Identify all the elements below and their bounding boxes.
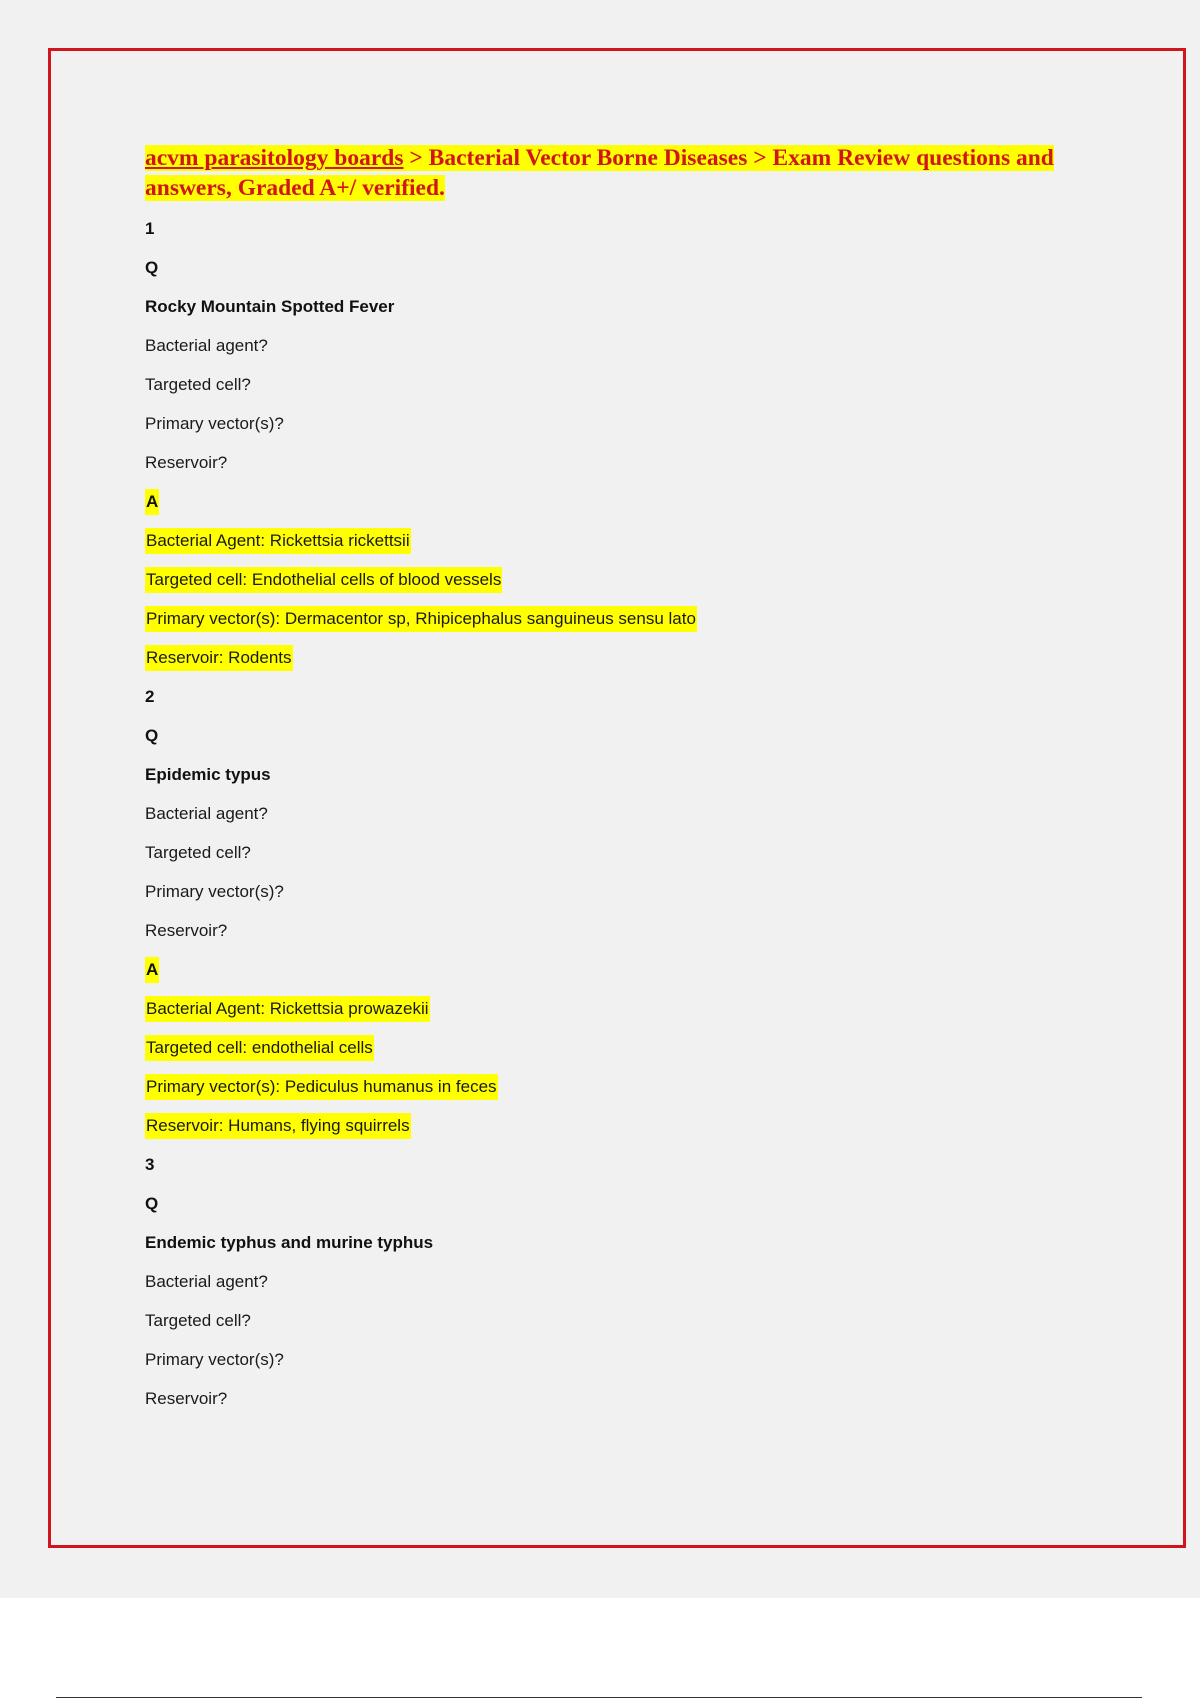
question-title: Epidemic typus [145,765,271,784]
answer-line: Primary vector(s): Pediculus humanus in feces [145,1074,498,1100]
flashcard-1 [145,209,1095,677]
flashcard-2 [145,677,1095,1145]
page-divider [56,1697,1142,1698]
answer-line: Reservoir: Humans, flying squirrels [145,1113,411,1139]
question-prompt: Reservoir? [145,453,228,472]
question-prompt: Targeted cell? [145,843,251,862]
question-title: Rocky Mountain Spotted Fever [145,297,395,316]
question-prompt: Bacterial agent? [145,1272,268,1291]
question-prompt: Targeted cell? [145,375,251,394]
question-prompt: Bacterial agent? [145,336,268,355]
breadcrumb-link-acvm-parasitology-boards[interactable]: acvm parasitology boards [145,145,404,171]
answer-label: A [145,957,159,983]
answer-line: Bacterial Agent: Rickettsia rickettsii [145,528,411,554]
question-title: Endemic typhus and murine typhus [145,1233,434,1252]
answer-line: Targeted cell: endothelial cells [145,1035,374,1061]
question-label: Q [145,726,159,745]
card-number: 3 [145,1155,155,1174]
question-prompt: Reservoir? [145,921,228,940]
question-prompt: Primary vector(s)? [145,414,284,433]
answer-line: Reservoir: Rodents [145,645,293,671]
breadcrumb-rest: > Bacterial Vector Borne Diseases > Exam Review questions and answers, Graded A+/ verified. [145,145,1054,201]
answer-line: Primary vector(s): Dermacentor sp, Rhipicephalus sanguineus sensu lato [145,606,697,632]
answer-line: Targeted cell: Endothelial cells of blood vessels [145,567,502,593]
question-prompt: Reservoir? [145,1389,228,1408]
document-title [145,143,1095,203]
answer-line: Bacterial Agent: Rickettsia prowazekii [145,996,430,1022]
question-label: Q [145,258,159,277]
card-number: 1 [145,219,155,238]
question-prompt: Targeted cell? [145,1311,251,1330]
question-prompt: Primary vector(s)? [145,882,284,901]
document-content [145,143,1095,1418]
question-label: Q [145,1194,159,1213]
flashcard-3 [145,1145,1095,1418]
question-prompt: Bacterial agent? [145,804,268,823]
question-prompt: Primary vector(s)? [145,1350,284,1369]
answer-label: A [145,489,159,515]
card-number: 2 [145,687,155,706]
